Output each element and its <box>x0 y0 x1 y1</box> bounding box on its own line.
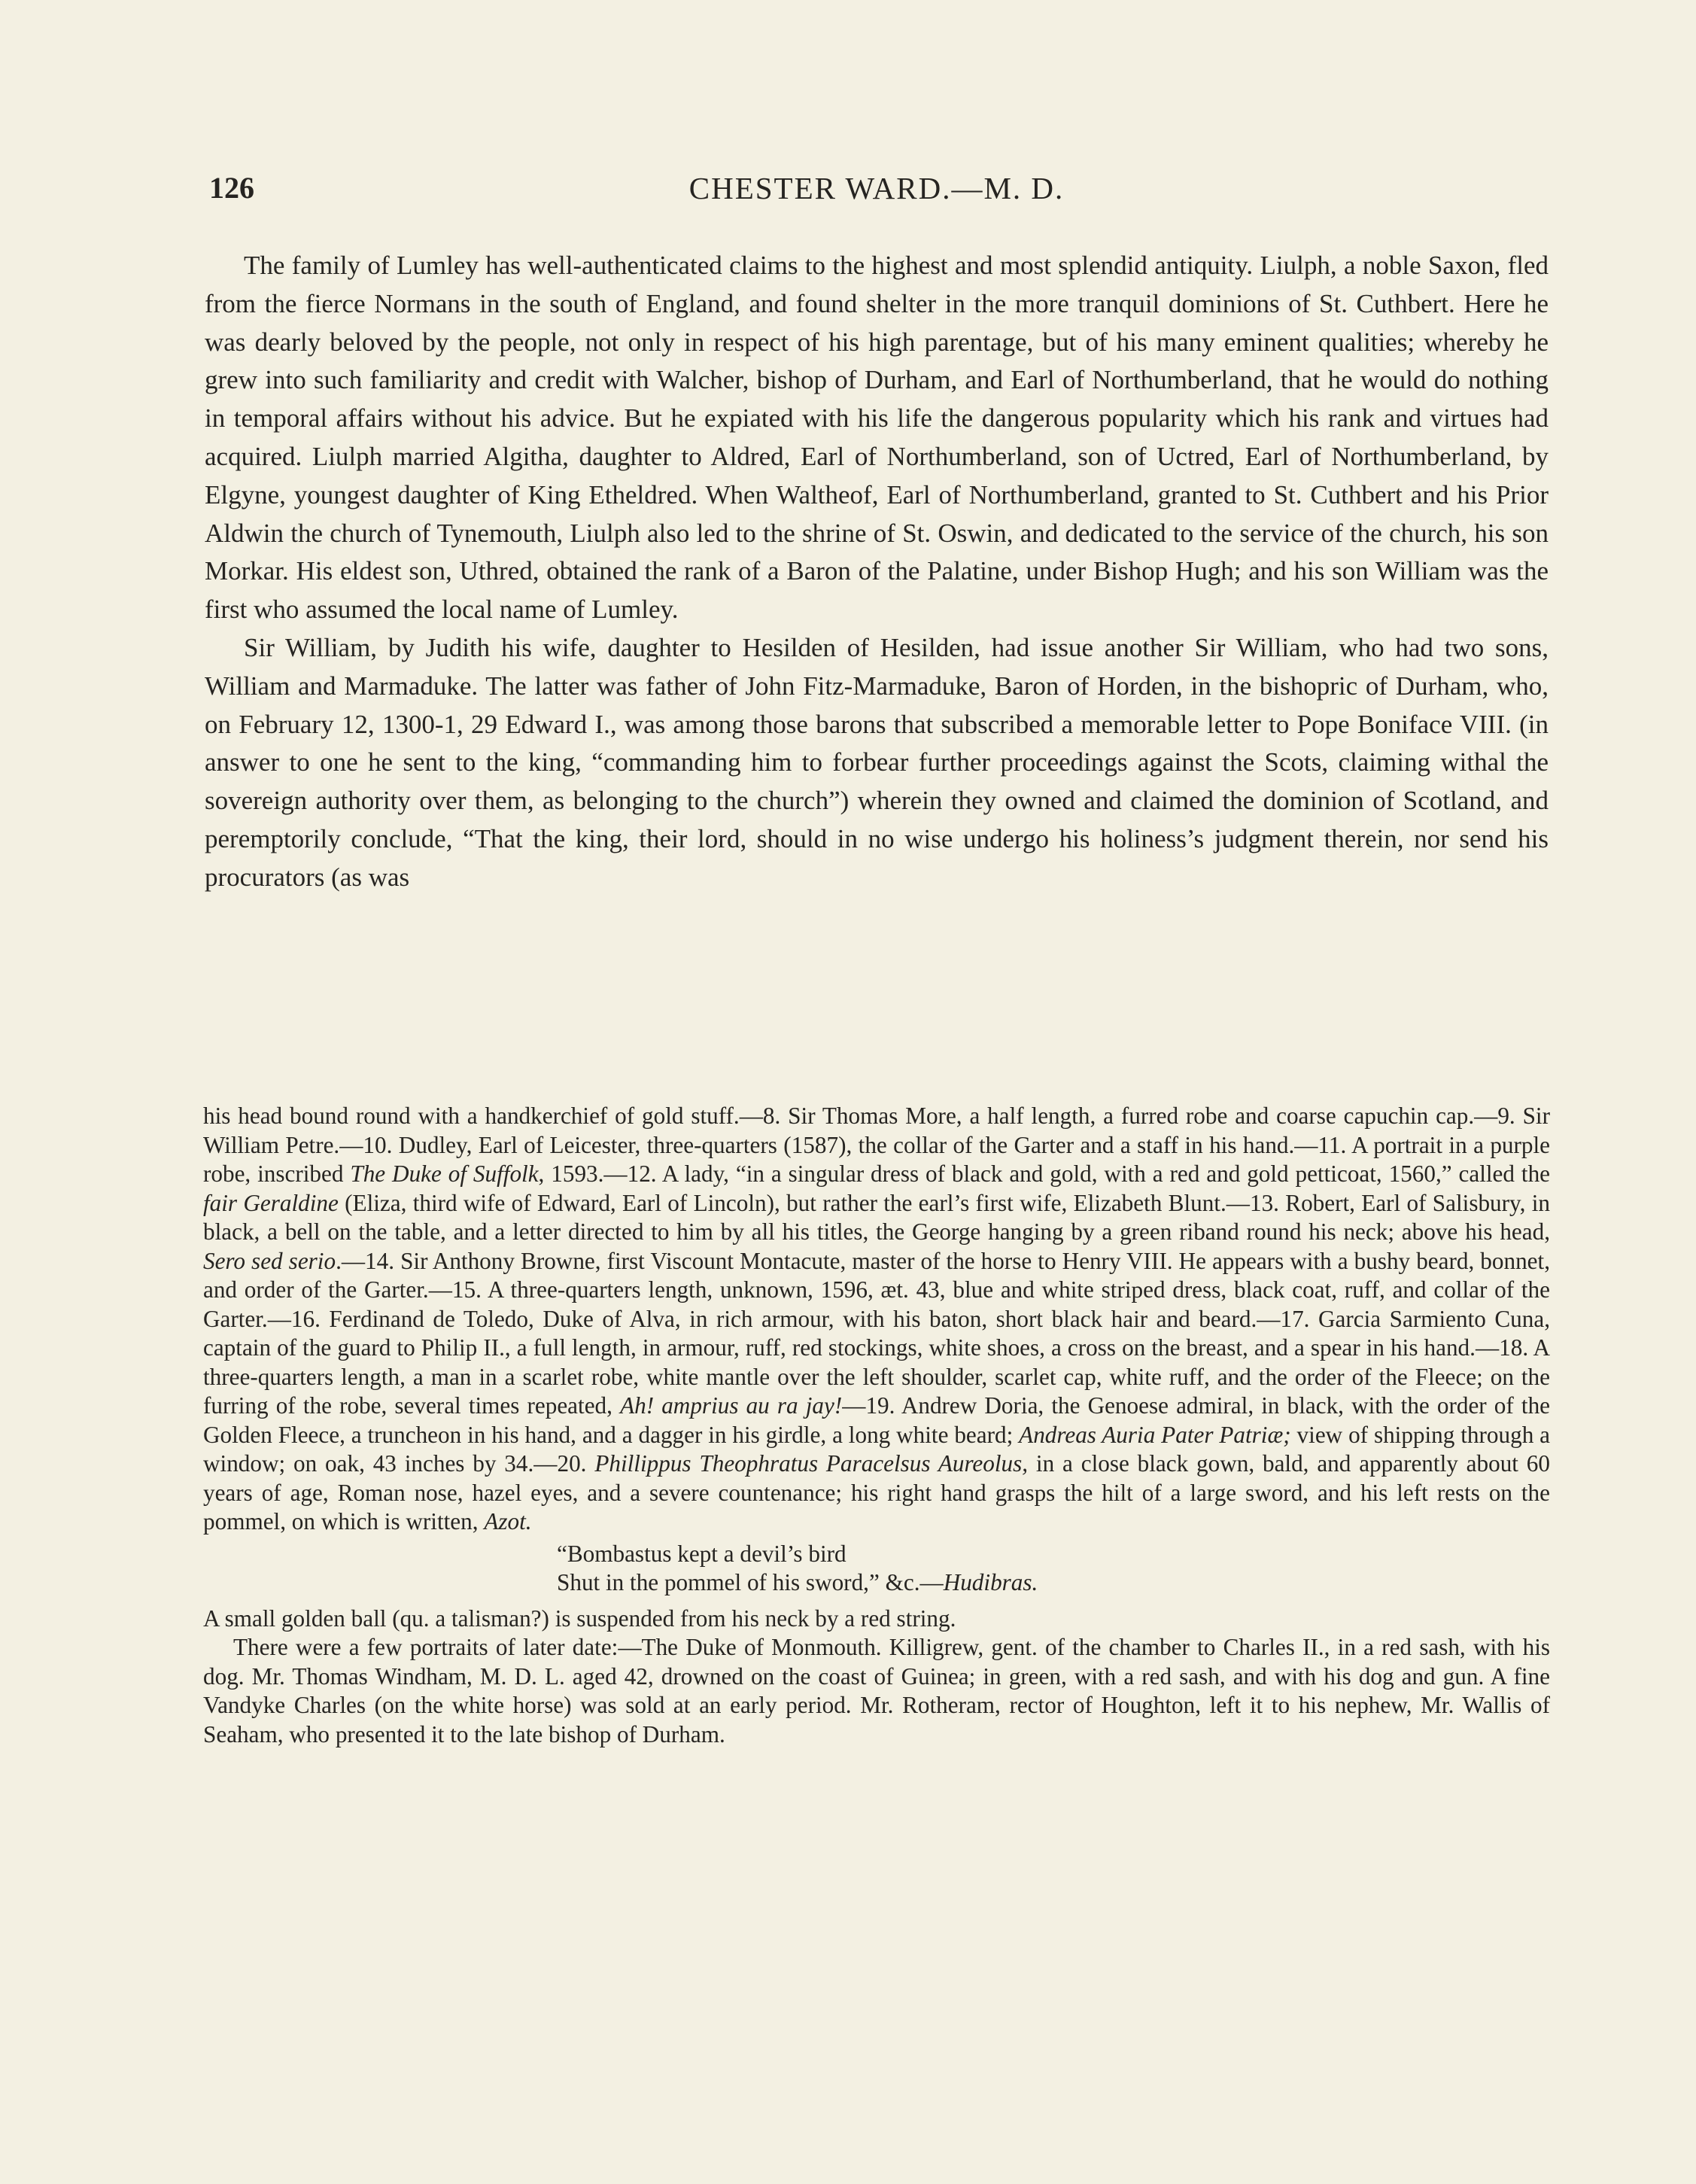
note-italic: The Duke of Suffolk <box>350 1160 539 1187</box>
footnotes <box>203 1102 1550 1749</box>
note-italic: Ah! amprius au ra jay! <box>620 1392 843 1419</box>
verse-quote <box>557 1540 1550 1597</box>
paragraph-lumley-family: The family of Lumley has well-authenticated claims to the highest and most splendid antiquity. Liulph, a noble Saxon, fled from the fierce Normans in the south of England, and found shelter in the more tranquil dominions of St. Cuthbert. Here he was dearly beloved by the people, not only in respect of his high parentage, but of his many eminent qualities; whereby he grew into such familiarity and credit with Walcher, bishop of Durham, and Earl of Northumberland, that he would do nothing in temporal affairs without his advice. But he expiated with his life the dangerous popularity which his rank and virtues had acquired. Liulph married Algitha, daughter to Aldred, Earl of Northumberland, son of Uctred, Earl of Northumberland, by Elgyne, youngest daughter of King Etheldred. When Waltheof, Earl of Northumberland, granted to St. Cuthbert and his Prior Aldwin the church of Tynemouth, Liulph also led to the shrine of St. Oswin, and dedicated to the service of the church, his son Morkar. His eldest son, Uthred, obtained the rank of a Baron of the Palatine, under Bishop Hugh; and his son William was the first who assumed the local name of Lumley. <box>205 251 1549 625</box>
verse-source: Hudibras. <box>943 1568 1038 1595</box>
note-text: , 1593.—12. A lady, “in a singular dress of black and gold, with a red and gold petticoat, 1560,” called the <box>538 1160 1551 1187</box>
page-number: 126 <box>209 171 254 205</box>
verse-line-2-text: Shut in the pommel of his sword,” &c.— <box>557 1568 944 1595</box>
note-italic: Andreas Auria Pater Patriæ; <box>1019 1421 1291 1448</box>
note-text: in a close black gown, bald, and apparently about 60 years of age, Roman nose, hazel eyes, and a severe countenance; his right hand grasps the hilt of a large sword, and his left rests on the pommel, on which is written, <box>203 1450 1550 1535</box>
note-text: .—14. Sir Anthony Browne, first Viscount Montacute, master of the horse to Henry VIII. He appears with a bushy beard, bonnet, and order of the Garter.—15. A three-quarters length, unknown, 1596, æt. 43, blue and white striped dress, black coat, ruff, and collar of the Garter.—16. Ferdinand de Toledo, Duke of Alva, in rich armour, with his baton, short black hair and beard.—17. Garcia Sarmiento Cuna, captain of the guard to Philip II., a full length, in armour, ruff, red stockings, white shoes, a cross on the breast, and a spear in his hand.—18. A three-quarters length, a man in a scarlet robe, white mantle over the left shoulder, scarlet cap, white ruff, and the order of the Fleece; on the furring of the robe, several times repeated, <box>203 1247 1550 1419</box>
later-portraits-paragraph: There were a few portraits of later date:—The Duke of Monmouth. Killigrew, gent. of the chamber to Charles II., in a red sash, with his dog. Mr. Thomas Windham, M. D. L. aged 42, drowned on the coast of Guinea; in green, with a red sash, and with his dog and gun. A fine Vandyke Charles (on the white horse) was sold at an early period. Mr. Rotheram, rector of Houghton, left it to his nephew, Mr. Wallis of Seaham, who presented it to the late bishop of Durham. <box>203 1634 1550 1748</box>
note-text: view of shipping through a window; on oak, 43 inches by 34.—20. <box>203 1421 1551 1477</box>
verse-line-2 <box>557 1568 1550 1597</box>
note-italic: Sero sed serio <box>203 1247 336 1274</box>
verse-line-1: “Bombastus kept a devil’s bird <box>557 1540 846 1567</box>
talisman-note: A small golden ball (qu. a talisman?) is suspended from his neck by a red string. <box>203 1605 956 1632</box>
note-italic: Phillippus Theophratus Paracelsus Aureolus, <box>594 1450 1029 1477</box>
note-text: —19. Andrew Doria, the Genoese admiral, in black, with the order of the Golden Fleece, a truncheon in his hand, and a dagger in his girdle, a long white beard; <box>203 1392 1551 1448</box>
note-italic: Azot. <box>484 1508 532 1535</box>
paragraph-sir-william: Sir William, by Judith his wife, daughter to Hesilden of Hesilden, had issue another Sir William, who had two sons, William and Marmaduke. The latter was father of John Fitz-Marmaduke, Baron of Horden, in the bishopric of Durham, who, on February 12, 1300-1, 29 Edward I., was among those barons that subscribed a memorable letter to Pope Boniface VIII. (in answer to one he sent to the king, “commanding him to forbear further proceedings against the Scots, claiming withal the sovereign authority over them, as belonging to the church”) wherein they owned and claimed the dominion of Scotland, and peremptorily conclude, “That the king, their lord, should in no wise undergo his holiness’s judgment therein, nor send his procurators (as was <box>205 632 1549 892</box>
note-italic: fair Geraldine <box>203 1189 339 1216</box>
main-text <box>205 247 1549 897</box>
page-header <box>203 170 1550 212</box>
portrait-list-paragraph <box>203 1102 1550 1537</box>
note-text: (Eliza, third wife of Edward, Earl of Lincoln), but rather the earl’s first wife, Elizabeth Blunt.—13. Robert, Earl of Salisbury, in black, a bell on the table, and a letter directed to him by all his titles, the George hanging by a green riband round his neck; above his head, <box>203 1189 1550 1245</box>
running-title: CHESTER WARD.—M. D. <box>688 171 1065 205</box>
note-text: his head bound round with a handkerchief of gold stuff.—8. Sir Thomas More, a half length, a furred robe and coarse capuchin cap.—9. Sir William Petre.—10. Dudley, Earl of Leicester, three-quarters (1587), the collar of the Garter and a staff in his hand.—11. A portrait in a purple robe, inscribed <box>203 1103 1550 1187</box>
